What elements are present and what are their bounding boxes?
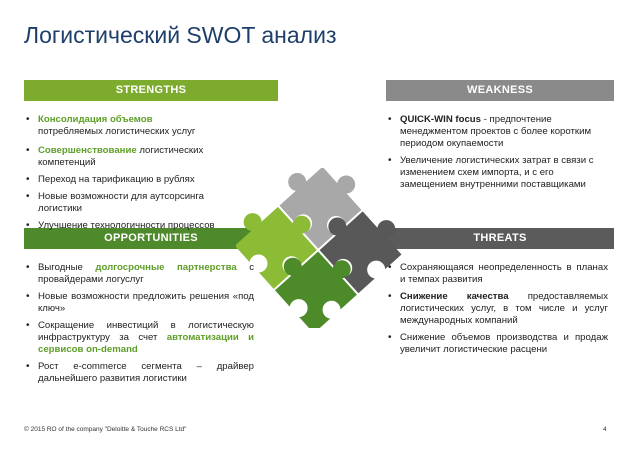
bold-text: QUICK-WIN focus: [400, 114, 482, 125]
item-text: с провайдерами логуслуг: [38, 262, 254, 285]
item-text: Новые возможности предложить решения «под ключ»: [38, 291, 254, 314]
opportunities-list: [26, 262, 254, 390]
opportunities-header: OPPORTUNITIES: [24, 228, 278, 249]
highlight-text: Консолидация объемов: [38, 114, 153, 125]
highlight-text: Совершенствование: [38, 145, 137, 156]
list-item: [388, 291, 608, 327]
item-text: Сокращение инвестиций в логистическую инфраструктуру за счет: [38, 320, 254, 343]
item-text: Рост e-commerce сегмента – драйвер дальнейшего развития логистики: [38, 361, 254, 384]
list-item: [26, 174, 248, 186]
bold-text: Снижение качества: [400, 291, 509, 302]
page-title: Логистический SWOT анализ: [24, 22, 337, 48]
puzzle-illustration: [236, 168, 402, 328]
threats-list: [388, 262, 608, 361]
strengths-list: [26, 114, 248, 237]
weakness-list: [388, 114, 608, 196]
page-number: 4: [603, 426, 607, 433]
item-text: потребляемых логистических услуг: [38, 126, 196, 137]
item-text: предоставляемых логистических услуг, в том числе и услуг международных компаний: [400, 291, 608, 326]
list-item: [26, 191, 248, 215]
strengths-header: STRENGTHS: [24, 80, 278, 101]
list-item: [26, 262, 254, 286]
list-item: [26, 145, 248, 169]
item-text: Новые возможности для аутсорсинга логистики: [38, 191, 204, 214]
list-item: [388, 114, 608, 150]
highlight-text: автоматизации и сервисов on-demand: [38, 332, 254, 355]
list-item: [26, 220, 248, 232]
list-item: [26, 291, 254, 315]
item-text: Выгодные: [38, 262, 96, 273]
list-item: [26, 361, 254, 385]
item-text: Увеличение логистических затрат в связи с изменением схем импорта, и с его замещением внутренними поставщиками: [400, 155, 594, 190]
item-text: Переход на тарификацию в рублях: [38, 174, 195, 185]
item-text: логистических компетенций: [38, 145, 204, 168]
highlight-text: долгосрочные партнерства: [95, 262, 237, 273]
threats-header: THREATS: [386, 228, 614, 249]
list-item: [388, 262, 608, 286]
item-text: Сохраняющаяся неопределенность в планах и темпах развития: [400, 262, 608, 285]
item-text: Улучшение технологичности процессов: [38, 220, 215, 231]
list-item: [388, 332, 608, 356]
copyright-text: © 2015 RO of the company "Deloitte & Touche RCS Ltd": [24, 426, 187, 433]
list-item: [388, 155, 608, 191]
list-item: [26, 114, 248, 138]
list-item: [26, 320, 254, 356]
item-text: - предпочтение менеджментом проектов с более коротким периодом окупаемости: [400, 114, 592, 149]
item-text: Снижение объемов производства и продаж увеличит логистические расцени: [400, 332, 608, 355]
weakness-header: WEAKNESS: [386, 80, 614, 101]
